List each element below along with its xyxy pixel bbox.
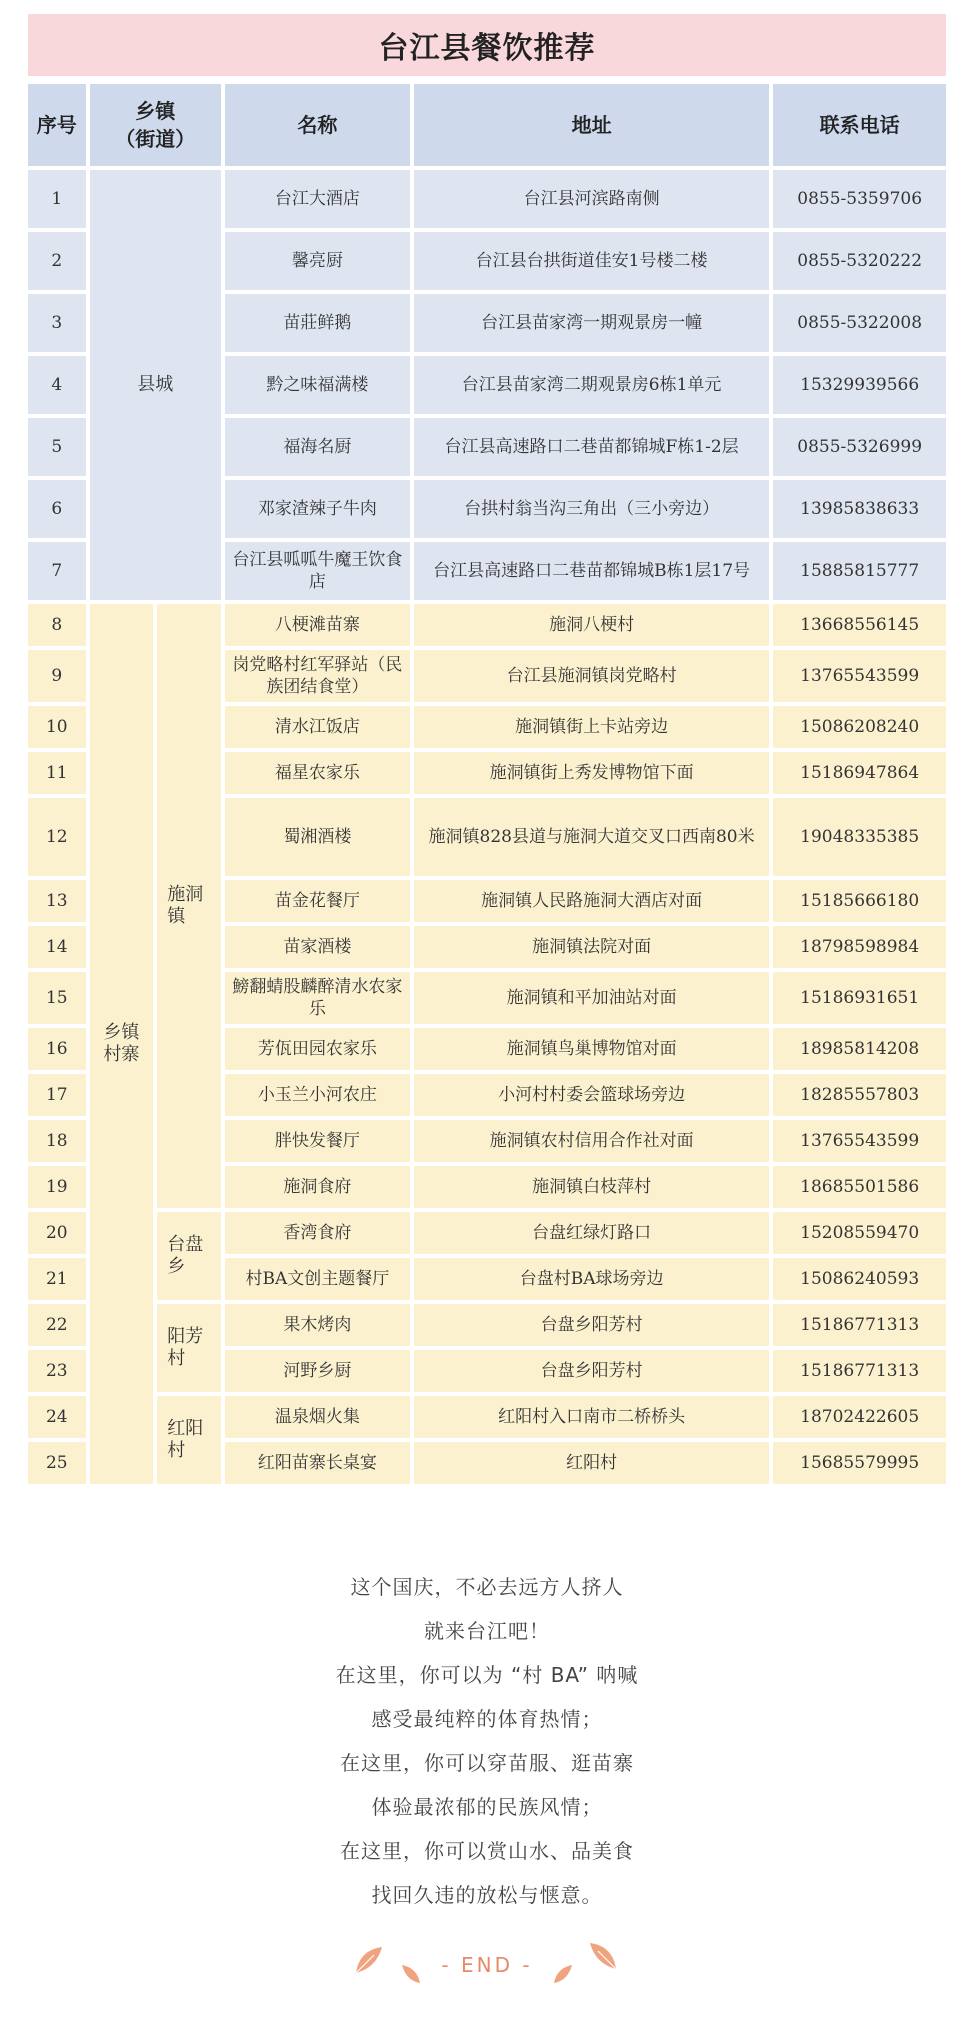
end-label: - END -: [441, 1953, 533, 1977]
cell-address: 施洞镇街上秀发博物馆下面: [414, 752, 770, 794]
table-row: [28, 1396, 946, 1438]
cell-phone: 18798598984: [773, 926, 946, 968]
cell-seq: 15: [28, 972, 86, 1024]
cell-name: 苗莊鲜鹅: [225, 294, 410, 352]
cell-seq: 25: [28, 1442, 86, 1484]
cell-seq: 3: [28, 294, 86, 352]
cell-name: 施洞食府: [225, 1166, 410, 1208]
leaf-icon: [550, 1961, 574, 1985]
cell-name: 邓家渣辣子牛肉: [225, 480, 410, 538]
cell-seq: 2: [28, 232, 86, 290]
cell-name: 温泉烟火集: [225, 1396, 410, 1438]
cell-address: 台江县高速路口二巷苗都锦城B栋1层17号: [414, 542, 770, 600]
cell-address: 红阳村: [414, 1442, 770, 1484]
table-row: [28, 1304, 946, 1346]
cell-seq: 18: [28, 1120, 86, 1162]
cell-address: 台盘乡阳芳村: [414, 1350, 770, 1392]
cell-seq: 1: [28, 170, 86, 228]
poem-line: 在这里，你可以赏山水、品美食: [340, 1839, 634, 1863]
cell-name: 黔之味福满楼: [225, 356, 410, 414]
cell-phone: 15186947864: [773, 752, 946, 794]
cell-phone: 15086240593: [773, 1258, 946, 1300]
cell-seq: 9: [28, 650, 86, 702]
end-divider: [0, 1935, 974, 1995]
cell-seq: 4: [28, 356, 86, 414]
cell-name: 村BA文创主题餐厅: [225, 1258, 410, 1300]
poem-line: 找回久违的放松与惬意。: [371, 1883, 603, 1907]
cell-name: 香湾食府: [225, 1212, 410, 1254]
cell-seq: 17: [28, 1074, 86, 1116]
cell-name: 果木烤肉: [225, 1304, 410, 1346]
cell-address: 台江县苗家湾一期观景房一幢: [414, 294, 770, 352]
cell-seq: 21: [28, 1258, 86, 1300]
cell-address: 台拱村翁当沟三角出（三小旁边）: [414, 480, 770, 538]
cell-phone: 18702422605: [773, 1396, 946, 1438]
cell-seq: 23: [28, 1350, 86, 1392]
cell-seq: 19: [28, 1166, 86, 1208]
table-row: [28, 1212, 946, 1254]
cell-seq: 20: [28, 1212, 86, 1254]
group-village-line1: 乡镇: [103, 1022, 140, 1043]
cell-phone: 13985838633: [773, 480, 946, 538]
cell-phone: 13668556145: [773, 604, 946, 646]
poem-line: 体验最浓郁的民族风情；: [371, 1795, 603, 1819]
header-town-line2: （街道）: [115, 127, 196, 151]
table-row: [28, 604, 946, 646]
header-town-line1: 乡镇: [135, 99, 176, 123]
cell-seq: 8: [28, 604, 86, 646]
cell-seq: 24: [28, 1396, 86, 1438]
cell-address: 台盘乡阳芳村: [414, 1304, 770, 1346]
cell-phone: 15186931651: [773, 972, 946, 1024]
cell-phone: 13765543599: [773, 650, 946, 702]
cell-phone: 15685579995: [773, 1442, 946, 1484]
cell-phone: 13765543599: [773, 1120, 946, 1162]
group-taipan: 台盘乡: [157, 1212, 221, 1300]
cell-phone: 15086208240: [773, 706, 946, 748]
cell-address: 台江县苗家湾二期观景房6栋1单元: [414, 356, 770, 414]
cell-address: 红阳村入口南市二桥桥头: [414, 1396, 770, 1438]
cell-address: 施洞八梗村: [414, 604, 770, 646]
cell-phone: 15329939566: [773, 356, 946, 414]
cell-phone: 15185666180: [773, 880, 946, 922]
cell-seq: 12: [28, 798, 86, 876]
group-village: [90, 604, 154, 1484]
cell-phone: 0855-5326999: [773, 418, 946, 476]
group-city: 县城: [90, 170, 221, 600]
group-hongyang: 红阳村: [157, 1396, 221, 1484]
cell-name: 清水江饭店: [225, 706, 410, 748]
header-seq: 序号: [28, 84, 86, 166]
cell-address: 台江县施洞镇岗党略村: [414, 650, 770, 702]
cell-seq: 10: [28, 706, 86, 748]
cell-phone: 19048335385: [773, 798, 946, 876]
header-town: [90, 84, 221, 166]
cell-seq: 22: [28, 1304, 86, 1346]
table-row: [28, 170, 946, 228]
cell-phone: 15885815777: [773, 542, 946, 600]
group-village-line2: 村寨: [103, 1044, 140, 1065]
cell-address: 台盘红绿灯路口: [414, 1212, 770, 1254]
cell-name: 八梗滩苗寨: [225, 604, 410, 646]
leaf-icon: [586, 1939, 620, 1973]
recommendation-card: [28, 14, 946, 1488]
cell-address: 施洞镇白枝萍村: [414, 1166, 770, 1208]
cell-address: 台盘村BA球场旁边: [414, 1258, 770, 1300]
restaurant-table: [24, 80, 950, 1488]
header-phone: 联系电话: [773, 84, 946, 166]
cell-name: 台江县呱呱牛魔王饮食店: [225, 542, 410, 600]
group-shidong: 施洞镇: [157, 604, 221, 1208]
cell-address: 台江县高速路口二巷苗都锦城F栋1-2层: [414, 418, 770, 476]
cell-phone: 15186771313: [773, 1304, 946, 1346]
cell-seq: 14: [28, 926, 86, 968]
cell-phone: 18985814208: [773, 1028, 946, 1070]
cell-name: 台江大酒店: [225, 170, 410, 228]
cell-name: 胖快发餐厅: [225, 1120, 410, 1162]
header-address: 地址: [414, 84, 770, 166]
cell-phone: 18285557803: [773, 1074, 946, 1116]
page-title: 台江县餐饮推荐: [28, 14, 946, 76]
cell-phone: 15186771313: [773, 1350, 946, 1392]
cell-phone: 0855-5322008: [773, 294, 946, 352]
cell-name: 芳佤田园农家乐: [225, 1028, 410, 1070]
cell-address: 台江县台拱街道佳安1号楼二楼: [414, 232, 770, 290]
cell-name: 小玉兰小河农庄: [225, 1074, 410, 1116]
cell-name: 福星农家乐: [225, 752, 410, 794]
group-yangfang: 阳芳村: [157, 1304, 221, 1392]
cell-name: 红阳苗寨长桌宴: [225, 1442, 410, 1484]
poem-line: 就来台江吧！: [424, 1619, 550, 1643]
cell-phone: 0855-5320222: [773, 232, 946, 290]
cell-address: 施洞镇农村信用合作社对面: [414, 1120, 770, 1162]
poem-line: 在这里，你可以为 “村 BA” 呐喊: [335, 1663, 639, 1687]
poem-line: 这个国庆，不必去远方人挤人: [350, 1575, 624, 1599]
cell-seq: 11: [28, 752, 86, 794]
cell-name: 福海名厨: [225, 418, 410, 476]
cell-phone: 18685501586: [773, 1166, 946, 1208]
cell-name: 蜀湘酒楼: [225, 798, 410, 876]
cell-address: 施洞镇828县道与施洞大道交叉口西南80米: [414, 798, 770, 876]
poem-line: 感受最纯粹的体育热情；: [371, 1707, 603, 1731]
cell-address: 小河村村委会篮球场旁边: [414, 1074, 770, 1116]
cell-name: 鰟翻蜻股麟醉清水农家乐: [225, 972, 410, 1024]
cell-address: 施洞镇和平加油站对面: [414, 972, 770, 1024]
cell-address: 施洞镇街上卡站旁边: [414, 706, 770, 748]
cell-seq: 16: [28, 1028, 86, 1070]
cell-name: 苗金花餐厅: [225, 880, 410, 922]
cell-phone: 15208559470: [773, 1212, 946, 1254]
cell-name: 岗党略村红军驿站（民族团结食堂）: [225, 650, 410, 702]
cell-seq: 6: [28, 480, 86, 538]
cell-address: 施洞镇人民路施洞大酒店对面: [414, 880, 770, 922]
closing-poem: [0, 1565, 974, 1917]
cell-seq: 5: [28, 418, 86, 476]
header-name: 名称: [225, 84, 410, 166]
cell-seq: 7: [28, 542, 86, 600]
cell-address: 台江县河滨路南侧: [414, 170, 770, 228]
cell-name: 苗家酒楼: [225, 926, 410, 968]
poem-line: 在这里，你可以穿苗服、逛苗寨: [340, 1751, 634, 1775]
cell-name: 河野乡厨: [225, 1350, 410, 1392]
cell-seq: 13: [28, 880, 86, 922]
cell-phone: 0855-5359706: [773, 170, 946, 228]
cell-address: 施洞镇法院对面: [414, 926, 770, 968]
cell-address: 施洞镇鸟巢博物馆对面: [414, 1028, 770, 1070]
table-header-row: [28, 84, 946, 166]
cell-name: 馨亮厨: [225, 232, 410, 290]
